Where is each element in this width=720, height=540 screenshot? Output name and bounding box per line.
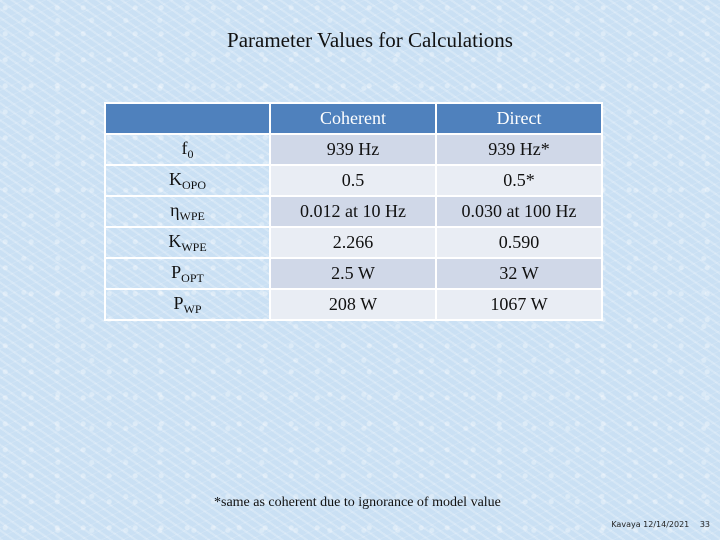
coherent-value: 2.266	[270, 227, 436, 258]
coherent-value: 2.5 W	[270, 258, 436, 289]
row-label: $P_{OPT}$	[105, 258, 270, 289]
coherent-value: 0.5	[270, 165, 436, 196]
slide-title: Parameter Values for Calculations	[227, 28, 513, 52]
footer-author-date: Kavaya 12/14/2021	[611, 520, 690, 529]
parameter-table	[104, 102, 603, 321]
row-label: $f_0$	[105, 134, 270, 165]
table-row	[105, 289, 602, 320]
direct-value: 0.5*	[436, 165, 602, 196]
footnote: *same as coherent due to ignorance of model value	[214, 495, 501, 510]
row-label: $P_{WP}$	[105, 289, 270, 320]
coherent-value: 0.012 at 10 Hz	[270, 196, 436, 227]
header-coherent: Coherent	[270, 103, 436, 134]
row-label: $K_{OPO}$	[105, 165, 270, 196]
row-label: $\eta_{WPE}$	[105, 196, 270, 227]
table-header-row	[105, 103, 602, 134]
table-row	[105, 258, 602, 289]
coherent-value: 939 Hz	[270, 134, 436, 165]
direct-value: 0.590	[436, 227, 602, 258]
table-row	[105, 134, 602, 165]
table-row	[105, 196, 602, 227]
direct-value: 32 W	[436, 258, 602, 289]
page-number: 33	[699, 520, 710, 529]
row-label: $K_{WPE}$	[105, 227, 270, 258]
table-row	[105, 165, 602, 196]
header-blank	[105, 103, 270, 134]
direct-value: 939 Hz*	[436, 134, 602, 165]
direct-value: 1067 W	[436, 289, 602, 320]
direct-value: 0.030 at 100 Hz	[436, 196, 602, 227]
slide-footer	[611, 520, 710, 529]
coherent-value: 208 W	[270, 289, 436, 320]
header-direct: Direct	[436, 103, 602, 134]
table-row	[105, 227, 602, 258]
